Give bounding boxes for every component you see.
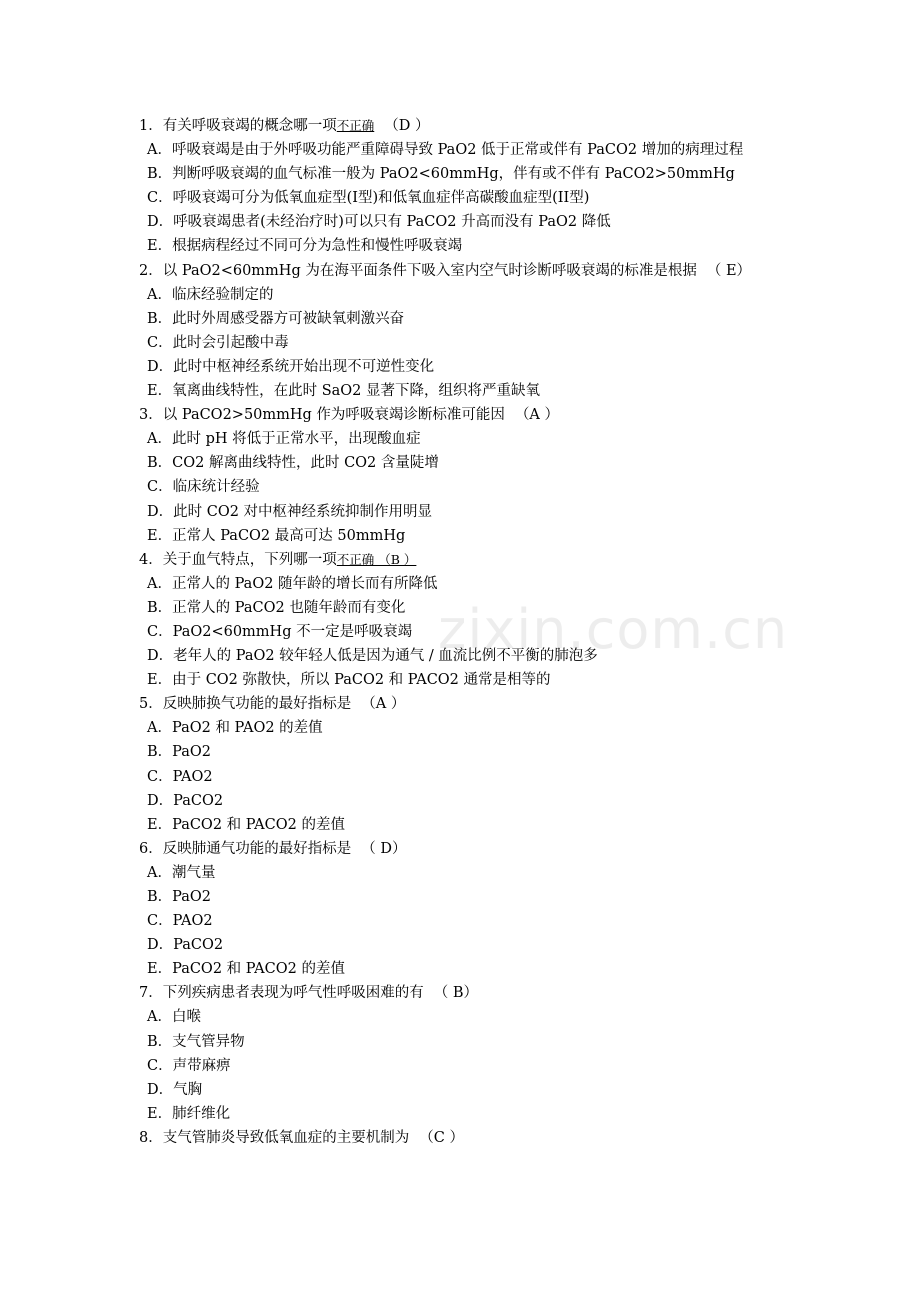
- option: C．PAO2: [147, 913, 213, 930]
- option: A．临床经验制定的: [147, 286, 274, 303]
- answer-key: （A ）: [514, 407, 560, 424]
- question-stem-text: 1．有关呼吸衰竭的概念哪一项: [139, 118, 337, 134]
- option: B．正常人的 PaCO2 也随年龄而有变化: [147, 599, 406, 616]
- option: D．此时 CO2 对中枢神经系统抑制作用明显: [147, 503, 433, 520]
- question-list: [139, 114, 789, 1150]
- option: B．此时外周感受器方可被缺氧刺激兴奋: [147, 310, 405, 327]
- option: E．正常人 PaCO2 最高可达 50mmHg: [147, 527, 406, 544]
- question-stem-text: 7．下列疾病患者表现为呼气性呼吸困难的有: [139, 985, 424, 1002]
- option: C．临床统计经验: [147, 479, 260, 496]
- question-6-stem: [139, 837, 789, 861]
- option: A．PaO2 和 PAO2 的差值: [147, 720, 323, 737]
- answer-key: （C ）: [419, 1129, 464, 1146]
- option: A．白喉: [147, 1009, 201, 1026]
- question-8-stem: [139, 1126, 789, 1150]
- answer-key: （ B）: [433, 985, 478, 1002]
- question-4-stem: [139, 548, 789, 572]
- answer-key: （ E）: [706, 262, 752, 279]
- question-stem-text: 4．关于血气特点，下列哪一项: [139, 551, 337, 568]
- question-1-stem: [139, 114, 789, 138]
- option: C．声带麻痹: [147, 1057, 231, 1074]
- question-stem-underlined: 不正确 （B ）: [336, 551, 417, 567]
- option: A．此时 pH 将低于正常水平，出现酸血症: [147, 431, 421, 448]
- option: C．PaO2<60mmHg 不一定是呼吸衰竭: [147, 623, 413, 640]
- option: B．判断呼吸衰竭的血气标准一般为 PaO2<60mmHg，伴有或不伴有 PaCO2>50mmHg: [147, 166, 735, 183]
- option: A．潮气量: [147, 864, 216, 881]
- option: D．此时中枢神经系统开始出现不可逆性变化: [147, 358, 435, 375]
- question-stem-text: 2．以 PaO2<60mmHg 为在海平面条件下吸入室内空气时诊断呼吸衰竭的标准是根据: [139, 262, 697, 279]
- option: B．支气管异物: [147, 1033, 245, 1050]
- option: D．老年人的 PaO2 较年轻人低是因为通气 / 血流比例不平衡的肺泡多: [147, 648, 598, 665]
- option: E．肺纤维化: [147, 1105, 231, 1122]
- question-stem-underlined: 不正确: [336, 118, 375, 133]
- option: C．呼吸衰竭可分为低氧血症型(I型)和低氧血症伴高碳酸血症型(II型): [147, 190, 590, 207]
- option: B．CO2 解离曲线特性，此时 CO2 含量陡增: [147, 455, 439, 472]
- question-stem-text: 3．以 PaCO2>50mmHg 作为呼吸衰竭诊断标准可能因: [139, 407, 505, 424]
- question-stem-text: 5．反映肺换气功能的最好指标是: [139, 696, 352, 713]
- question-stem-text: 6．反映肺通气功能的最好指标是: [139, 840, 352, 857]
- option: E．由于 CO2 弥散快，所以 PaCO2 和 PACO2 通常是相等的: [147, 672, 551, 689]
- option: D．PaCO2: [147, 792, 224, 809]
- question-3-stem: [139, 403, 789, 427]
- question-stem-text: 8．支气管肺炎导致低氧血症的主要机制为: [139, 1129, 410, 1146]
- option: E．氧离曲线特性，在此时 SaO2 显著下降，组织将严重缺氧: [147, 383, 540, 400]
- option: B．PaO2: [147, 889, 212, 905]
- option: D．PaCO2: [147, 937, 224, 954]
- answer-key: （ D）: [361, 840, 407, 857]
- option: D．气胸: [147, 1081, 203, 1098]
- question-2-stem: [139, 259, 789, 283]
- option: D．呼吸衰竭患者(未经治疗时)可以只有 PaCO2 升高而没有 PaO2 降低: [147, 214, 611, 231]
- answer-key: （D ）: [384, 118, 430, 134]
- option: E．根据病程经过不同可分为急性和慢性呼吸衰竭: [147, 238, 463, 255]
- answer-key: （A ）: [361, 696, 406, 713]
- option: C．此时会引起酸中毒: [147, 334, 289, 351]
- option: B．PaO2: [147, 744, 212, 761]
- option: A．正常人的 PaO2 随年龄的增长而有所降低: [147, 575, 438, 592]
- option: A．呼吸衰竭是由于外呼吸功能严重障碍导致 PaO2 低于正常或伴有 PaCO2 增加的病理过程: [147, 142, 744, 159]
- option: C．PAO2: [147, 768, 213, 785]
- option: E．PaCO2 和 PACO2 的差值: [147, 961, 345, 978]
- option: E．PaCO2 和 PACO2 的差值: [147, 816, 345, 833]
- question-5-stem: [139, 692, 789, 716]
- question-7-stem: [139, 981, 789, 1005]
- watermark: zixin.com.cn: [438, 598, 789, 661]
